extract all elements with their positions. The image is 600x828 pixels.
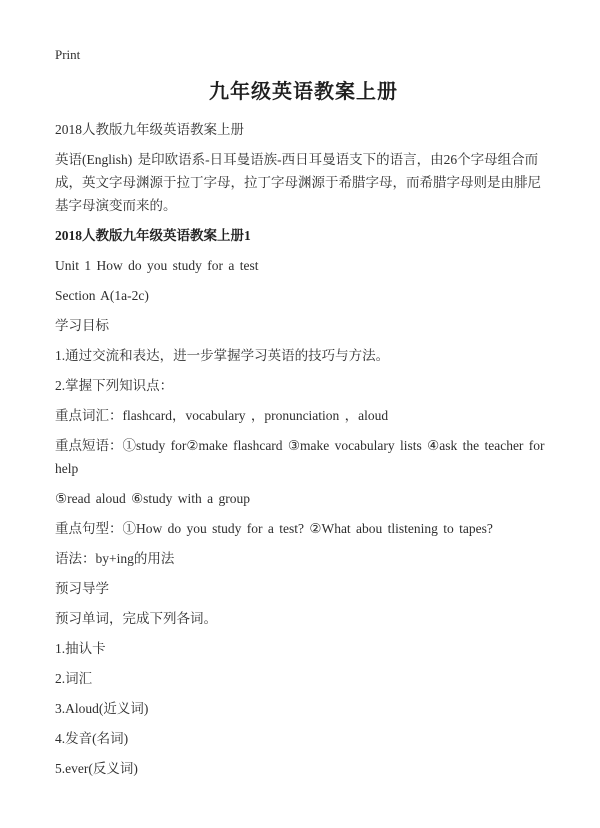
doc-subtitle: 2018人教版九年级英语教案上册: [55, 122, 244, 137]
doc-section-heading: 2018人教版九年级英语教案上册1: [55, 228, 251, 243]
doc-section-line: Section A(1a-2c): [55, 288, 149, 303]
doc-word-item-1: 1.抽认卡: [55, 641, 106, 656]
doc-word-item-4: 4.发音(名词): [55, 731, 129, 746]
doc-grammar-line: 语法：by+ing的用法: [55, 551, 175, 566]
doc-key-sentences: 重点句型：①How do you study for a test? ②What abou tlistening to tapes?: [55, 521, 493, 536]
doc-word-item-3: 3.Aloud(近义词): [55, 701, 149, 716]
doc-preview-instruction: 预习单词，完成下列各词。: [55, 611, 217, 626]
doc-goal-item-2: 2.掌握下列知识点：: [55, 378, 174, 393]
doc-key-phrases: 重点短语：①study for②make flashcard ③make vocabulary lists ④ask the teacher for help: [55, 438, 545, 476]
doc-key-vocabulary: 重点词汇：flashcard，vocabulary ，pronunciation ，aloud: [55, 408, 389, 423]
doc-unit-line: Unit 1 How do you study for a test: [55, 258, 259, 273]
doc-word-item-2: 2.词汇: [55, 671, 93, 686]
doc-goals-heading: 学习目标: [55, 318, 109, 333]
doc-goal-item-1: 1.通过交流和表达，进一步掌握学习英语的技巧与方法。: [55, 348, 390, 363]
doc-key-phrases-cont: ⑤read aloud ⑥study with a group: [55, 491, 251, 506]
doc-preview-heading: 预习导学: [55, 581, 109, 596]
print-link[interactable]: Print: [55, 47, 81, 62]
doc-intro-paragraph: 英语(English) 是印欧语系-日耳曼语族-西日耳曼语支下的语言，由26个字母组合而成，英文字母渊源于拉丁字母，拉丁字母渊源于希腊字母，而希腊字母则是由腓尼基字母演变而来的。: [55, 152, 541, 213]
doc-word-item-5: 5.ever(反义词): [55, 761, 138, 776]
page-title: 九年级英语教案上册: [209, 81, 398, 103]
